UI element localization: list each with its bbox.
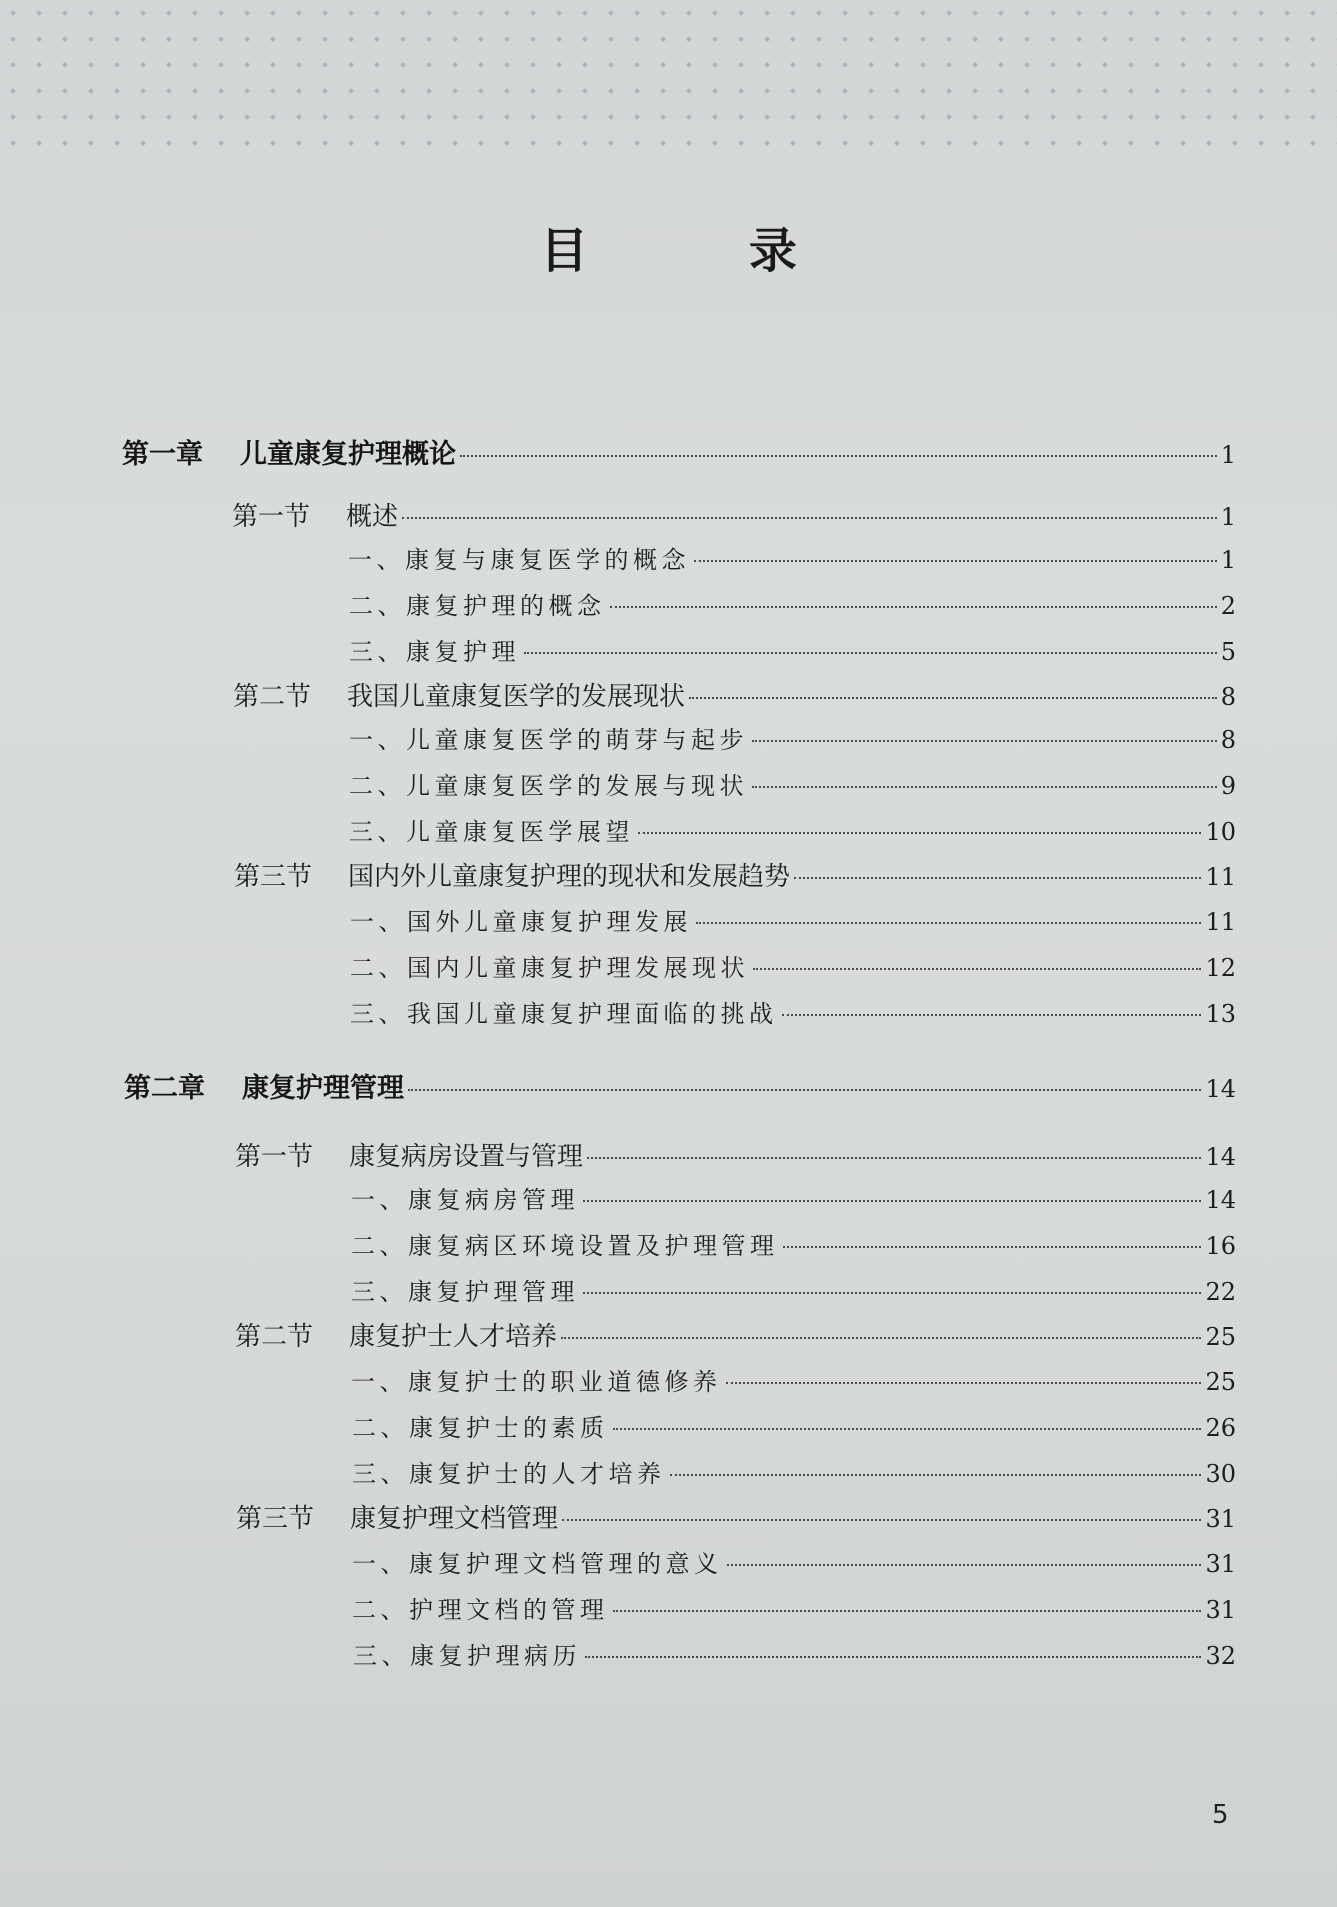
dot-leader: [587, 1156, 1201, 1159]
toc-page-number: 12: [1205, 954, 1236, 982]
toc-page-number: 25: [1205, 1323, 1236, 1351]
toc-item[interactable]: [351, 1272, 1236, 1307]
section-title: 我国儿童康复医学的发展现状: [347, 682, 686, 712]
toc-page-number: 32: [1205, 1642, 1236, 1670]
toc-item[interactable]: [349, 766, 1236, 801]
toc-item[interactable]: [349, 812, 1236, 847]
item-title: 一、康复护理文档管理的意义: [352, 1550, 723, 1578]
chapter-number: 第一章: [122, 439, 203, 470]
toc-item[interactable]: [351, 1226, 1236, 1261]
toc-section[interactable]: [235, 1136, 1236, 1173]
dot-leader: [696, 921, 1201, 924]
toc-page-number: 13: [1205, 1000, 1236, 1028]
section-number: 第一节: [235, 1142, 314, 1172]
toc-item[interactable]: [349, 632, 1236, 667]
toc-label: [353, 1636, 581, 1671]
toc-label: [234, 856, 790, 893]
toc-page-number: 11: [1205, 863, 1236, 891]
item-title: 二、康复护理的概念: [349, 592, 606, 620]
toc-label: [351, 1272, 579, 1307]
toc-label: [235, 1316, 557, 1353]
toc-section[interactable]: [234, 856, 1236, 893]
toc-page-number: 22: [1205, 1278, 1236, 1306]
dot-leader: [752, 785, 1217, 788]
toc-page-number: 30: [1205, 1460, 1236, 1488]
dot-leader: [613, 1427, 1202, 1430]
item-title: 三、康复护士的人才培养: [352, 1460, 666, 1488]
dot-leader: [583, 1291, 1201, 1294]
toc-page-number: 11: [1205, 908, 1236, 936]
toc-item[interactable]: [352, 1408, 1236, 1443]
dot-leader: [782, 1013, 1202, 1016]
dot-leader: [726, 1381, 1202, 1384]
section-number: 第一节: [232, 502, 311, 532]
dot-leader: [562, 1518, 1201, 1521]
dot-leader: [753, 967, 1201, 970]
dot-leader: [402, 516, 1217, 519]
dot-leader: [783, 1245, 1202, 1248]
item-title: 二、护理文档的管理: [352, 1596, 609, 1624]
toc-item[interactable]: [352, 1590, 1236, 1625]
toc-page-number: 10: [1205, 818, 1236, 846]
toc-page-number: 14: [1205, 1186, 1236, 1214]
toc-section[interactable]: [235, 1316, 1236, 1353]
section-number: 第三节: [234, 862, 313, 892]
dot-leader: [694, 559, 1217, 562]
item-title: 三、我国儿童康复护理面临的挑战: [350, 1000, 778, 1028]
toc-chapter[interactable]: [124, 1066, 1236, 1105]
toc-label: [350, 902, 692, 937]
toc-label: [235, 1136, 583, 1173]
toc-item[interactable]: [349, 586, 1236, 621]
section-title: 康复护士人才培养: [349, 1322, 558, 1352]
toc-page-number: 1: [1220, 441, 1236, 469]
item-title: 一、康复护士的职业道德修养: [351, 1368, 722, 1396]
item-title: 二、康复护士的素质: [352, 1414, 609, 1442]
dot-leader: [670, 1473, 1202, 1476]
dot-leader: [524, 651, 1217, 654]
toc-label: [349, 586, 606, 621]
item-title: 一、国外儿童康复护理发展: [350, 908, 692, 936]
item-title: 二、康复病区环境设置及护理管理: [351, 1232, 779, 1260]
dot-leader: [689, 696, 1217, 699]
toc-item[interactable]: [348, 540, 1236, 575]
page-number: 5: [1212, 1800, 1229, 1830]
dot-leader: [727, 1563, 1202, 1566]
dot-leader: [610, 605, 1217, 608]
toc-item[interactable]: [352, 1454, 1236, 1489]
section-title: 国内外儿童康复护理的现状和发展趋势: [348, 862, 791, 892]
item-title: 一、儿童康复医学的萌芽与起步: [349, 726, 748, 754]
toc-page-number: 31: [1205, 1596, 1236, 1624]
toc-page-number: 5: [1220, 638, 1236, 666]
toc-label: [351, 1180, 579, 1215]
toc-item[interactable]: [353, 1636, 1236, 1671]
dot-leader: [460, 454, 1217, 457]
toc-label: [351, 1226, 779, 1261]
toc-page-number: 31: [1205, 1550, 1236, 1578]
toc-label: [232, 496, 398, 533]
toc-label: [236, 1498, 558, 1535]
toc-page-number: 8: [1220, 726, 1236, 754]
toc-page-number: 26: [1205, 1414, 1236, 1442]
item-title: 二、国内儿童康复护理发展现状: [350, 954, 749, 982]
toc-label: [349, 720, 748, 755]
toc-item[interactable]: [351, 1362, 1236, 1397]
toc-page-number: 16: [1205, 1232, 1236, 1260]
dot-leader: [638, 831, 1201, 834]
section-number: 第二节: [233, 682, 312, 712]
section-number: 第二节: [235, 1322, 314, 1352]
toc-chapter[interactable]: [122, 432, 1236, 471]
toc-page-number: 1: [1220, 503, 1236, 531]
toc-page-number: 2: [1220, 592, 1236, 620]
toc-item[interactable]: [350, 902, 1236, 937]
item-title: 三、康复护理管理: [351, 1278, 579, 1306]
toc-title: 目 录: [540, 223, 869, 279]
item-title: 三、康复护理病历: [353, 1642, 581, 1670]
toc-label: [349, 812, 634, 847]
section-title: 康复护理文档管理: [350, 1504, 559, 1534]
toc-label: [233, 676, 685, 713]
section-title: 康复病房设置与管理: [349, 1142, 584, 1172]
item-title: 二、儿童康复医学的发展与现状: [349, 772, 748, 800]
toc-item[interactable]: [350, 994, 1236, 1029]
chapter-title: 儿童康复护理概论: [240, 439, 456, 470]
toc-page-number: 8: [1220, 683, 1236, 711]
dot-leader: [613, 1609, 1202, 1612]
chapter-title: 康复护理管理: [242, 1073, 404, 1104]
dot-leader: [561, 1336, 1201, 1339]
dot-leader: [585, 1655, 1201, 1658]
toc-section[interactable]: [236, 1498, 1236, 1535]
section-title: 概述: [346, 502, 399, 532]
toc-label: [349, 632, 520, 667]
toc-label: [350, 994, 778, 1029]
toc-label: [352, 1408, 609, 1443]
toc-section[interactable]: [232, 496, 1236, 533]
toc-label: [352, 1590, 609, 1625]
item-title: 一、康复病房管理: [351, 1186, 579, 1214]
toc-label: [122, 432, 456, 471]
item-title: 一、康复与康复医学的概念: [348, 546, 690, 574]
toc-page-number: 9: [1220, 772, 1236, 800]
section-number: 第三节: [236, 1504, 315, 1534]
toc-page-number: 25: [1205, 1368, 1236, 1396]
dot-leader: [752, 739, 1217, 742]
toc-label: [124, 1066, 404, 1105]
toc-page-number: 31: [1205, 1505, 1236, 1533]
toc-label: [352, 1454, 666, 1489]
toc-item[interactable]: [350, 948, 1236, 983]
toc-page-number: 14: [1205, 1143, 1236, 1171]
toc-page-number: 14: [1205, 1075, 1236, 1103]
toc-item[interactable]: [349, 720, 1236, 755]
toc-label: [348, 540, 690, 575]
toc-label: [349, 766, 748, 801]
dot-leader: [583, 1199, 1201, 1202]
toc-page-number: 1: [1220, 546, 1236, 574]
item-title: 三、康复护理: [349, 638, 520, 666]
toc-label: [351, 1362, 722, 1397]
dot-leader: [794, 876, 1201, 879]
toc-item[interactable]: [351, 1180, 1236, 1215]
toc-item[interactable]: [352, 1544, 1236, 1579]
toc-label: [350, 948, 749, 983]
dot-leader: [408, 1088, 1201, 1091]
toc-section[interactable]: [233, 676, 1236, 713]
toc-label: [352, 1544, 723, 1579]
item-title: 三、儿童康复医学展望: [349, 818, 634, 846]
chapter-number: 第二章: [124, 1073, 205, 1104]
